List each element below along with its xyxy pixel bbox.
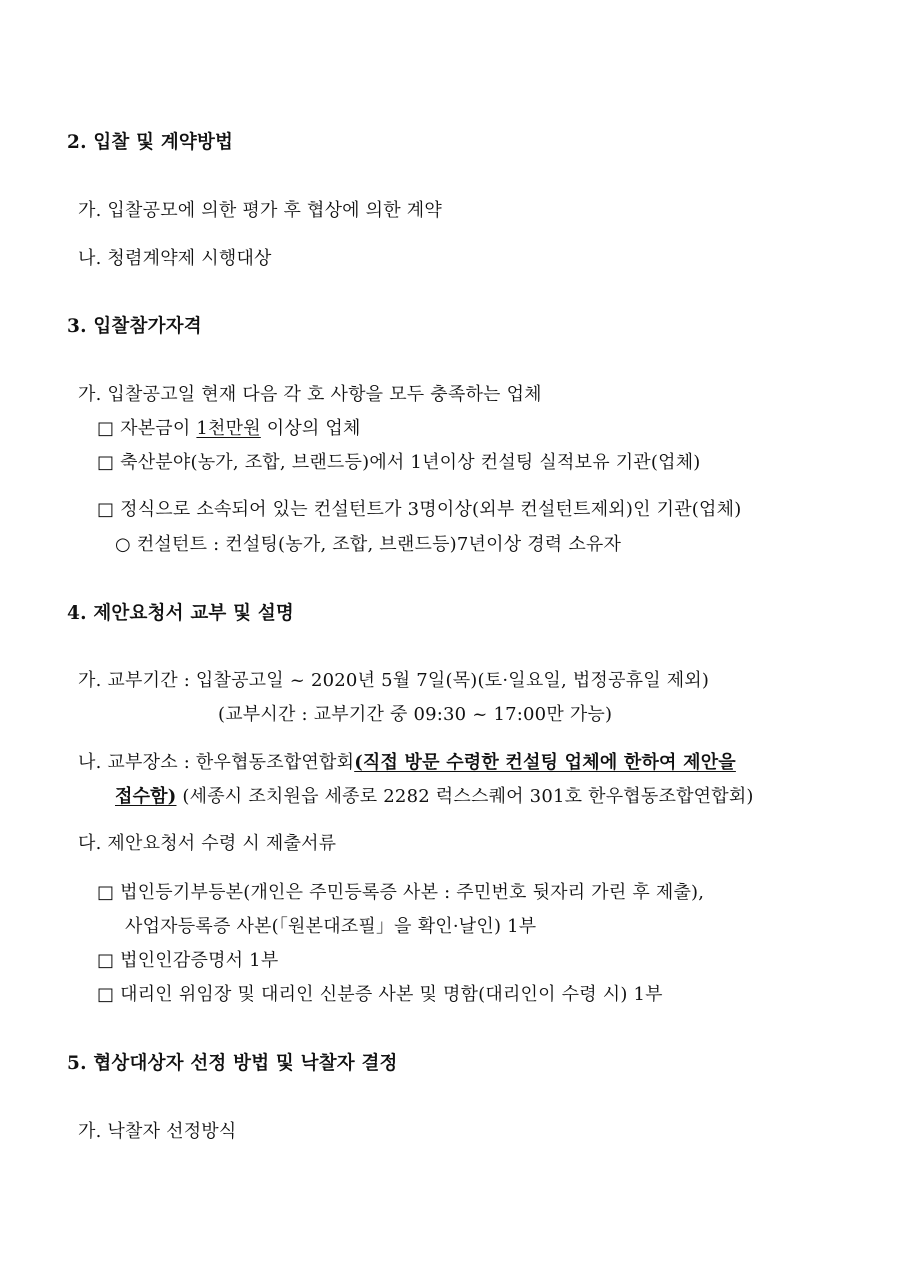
check-1-prefix: □ 자본금이 (97, 418, 197, 439)
item-b-condition: (직접 방문 수령한 컨설팅 업체에 한하여 제안을 (354, 752, 736, 773)
item-b-condition-end: 접수함) (115, 786, 177, 807)
section-4-doc-1: □ 법인등기부등본(개인은 주민등록증 사본 : 주민번호 뒷자리 가린 후 제출), (97, 882, 705, 903)
section-4-doc-3: □ 대리인 위임장 및 대리인 신분증 사본 및 명함(대리인이 수령 시) 1부 (97, 984, 663, 1005)
section-3-check-3-sub: ○ 컨설턴트 : 컨설팅(농가, 조합, 브랜드등)7년이상 경력 소유자 (115, 534, 622, 555)
section-5-heading: 5. 협상대상자 선정 방법 및 낙찰자 결정 (67, 1053, 398, 1074)
section-4-item-a: 가. 교부기간 : 입찰공고일 ~ 2020년 5월 7일(목)(토·일요일, 법정공휴일 제외) (78, 670, 710, 691)
section-3-check-3: □ 정식으로 소속되어 있는 컨설턴트가 3명이상(외부 컨설턴트제외)인 기관(업체) (97, 499, 742, 520)
section-3-item-a: 가. 입찰공고일 현재 다음 각 호 사항을 모두 충족하는 업체 (78, 384, 542, 405)
section-2-item-a: 가. 입찰공모에 의한 평가 후 협상에 의한 계약 (78, 200, 442, 221)
item-b-place: 나. 교부장소 : 한우협동조합연합회 (78, 752, 355, 773)
section-4-item-a-hours: (교부시간 : 교부기간 중 09:30 ~ 17:00만 가능) (218, 704, 613, 725)
section-4-item-b-cont (115, 785, 754, 809)
check-1-capital-amount: 1천만원 (196, 418, 261, 439)
section-3-check-2: □ 축산분야(농가, 조합, 브랜드등)에서 1년이상 컨설팅 실적보유 기관(업체) (97, 452, 701, 473)
section-3-check-1 (97, 417, 361, 441)
section-4-doc-1-cont: 사업자등록증 사본(「원본대조필」을 확인·날인) 1부 (125, 916, 537, 937)
item-b-address: (세종시 조치원읍 세종로 2282 럭스스퀘어 301호 한우협동조합연합회) (176, 786, 754, 807)
section-4-heading: 4. 제안요청서 교부 및 설명 (67, 603, 294, 624)
section-2-heading: 2. 입찰 및 계약방법 (67, 132, 234, 153)
section-3-heading: 3. 입찰참가자격 (67, 316, 202, 337)
section-2-item-b: 나. 청렴계약제 시행대상 (78, 248, 272, 269)
section-4-item-c: 다. 제안요청서 수령 시 제출서류 (78, 833, 337, 854)
check-1-suffix: 이상의 업체 (260, 418, 361, 439)
section-4-item-b (78, 751, 736, 775)
section-4-doc-2: □ 법인인감증명서 1부 (97, 950, 279, 971)
section-5-item-a: 가. 낙찰자 선정방식 (78, 1121, 237, 1142)
